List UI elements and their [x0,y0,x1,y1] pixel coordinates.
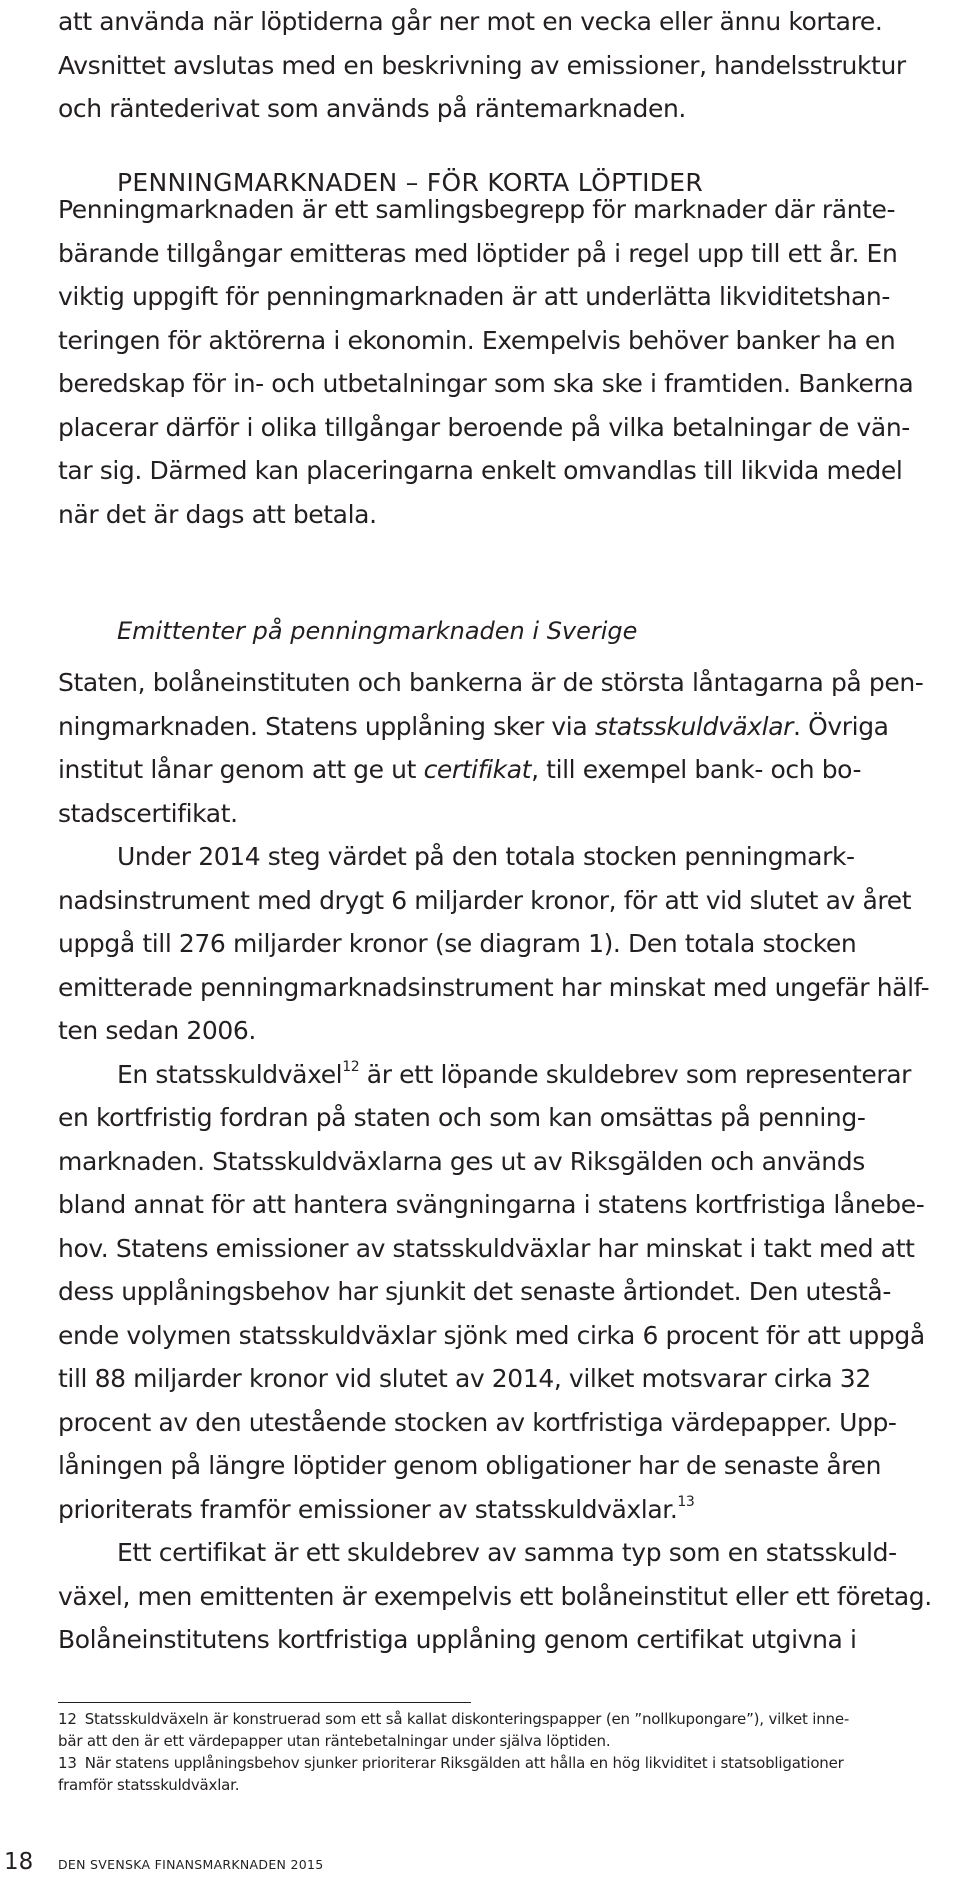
text-line: Bolåneinstitutens kortfristiga upplåning genom certifikat utgivna i [58,1625,857,1654]
text-line: ningmarknaden. Statens upplåning sker via [58,711,595,741]
footnote-ref: 13 [677,1493,695,1510]
text-line: uppgå till 276 miljarder kronor (se diagram 1). Den totala stocken [58,929,857,958]
text-line: stadscertifikat. [58,798,238,828]
text-line: tar sig. Därmed kan placeringarna enkelt omvandlas till likvida medel [58,456,903,485]
text-line: en kortfristig fordran på staten och som kan omsättas på penning- [58,1103,866,1132]
text-line: ende volymen statsskuldväxlar sjönk med cirka 6 procent för att uppgå [58,1320,925,1350]
text-line: placerar därför i olika tillgångar beroende på vilka betalningar de vän- [58,412,910,442]
text-line: beredskap för in- och utbetalningar som ska ske i framtiden. Bankerna [58,369,914,398]
text-line: bärande tillgångar emitteras med löptider på i regel upp till ett år. En [58,238,898,268]
text-line: teringen för aktörerna i ekonomin. Exempelvis behöver banker ha en [58,325,896,355]
intro-paragraph [58,0,953,131]
text-line: . Övriga [793,711,889,741]
text-line: viktig uppgift för penningmarknaden är att underlätta likviditetshan- [58,282,890,311]
text-line: när det är dags att betala. [58,499,377,529]
running-footer: DEN SVENSKA FINANSMARKNADEN 2015 [58,1857,324,1872]
text-line: bland annat för att hantera svängningarna i statens kortfristiga lånebe- [58,1190,925,1219]
section-heading: PENNINGMARKNADEN – FÖR KORTA LÖPTIDER [117,168,704,197]
text-line: Staten, bolåneinstituten och bankerna är de största låntagarna på pen- [58,668,924,697]
text-line: Under 2014 steg värdet på den totala stocken penningmark- [117,842,855,871]
emphasis: certifikat [423,755,532,784]
text-line: och räntederivat som används på räntemarknaden. [58,94,686,123]
subsection-body [58,661,953,1662]
text-line: marknaden. Statsskuldväxlarna ges ut av Riksgälden och används [58,1146,865,1176]
subsection-heading: Emittenter på penningmarknaden i Sverige [117,617,638,645]
section-paragraph [58,188,953,536]
footnote-divider [58,1702,471,1703]
footnote-number: 12 [58,1710,77,1728]
text-line: , till exempel bank- och bo- [531,755,862,784]
text-line: nadsinstrument med drygt 6 miljarder kronor, för att vid slutet av året [58,885,912,915]
text-line: växel, men emittenten är exempelvis ett bolåneinstitut eller ett företag. [58,1581,932,1611]
text-line: En statsskuldväxel [117,1059,343,1089]
text-line: institut lånar genom att ge ut [58,755,424,784]
text-line: dess upplåningsbehov har sjunkit det senaste årtiondet. Den utestå- [58,1277,891,1306]
footnote-text: bär att den är ett värdepapper utan räntebetalningar under själva löptiden. [58,1732,611,1750]
text-line: hov. Statens emissioner av statsskuldväxlar har minskat i takt med att [58,1233,915,1263]
footnote [58,1708,953,1752]
text-line: emitterade penningmarknadsinstrument har minskat med ungefär hälf- [58,972,930,1002]
footnote-number: 13 [58,1754,77,1772]
emphasis: statsskuldväxlar [594,711,794,741]
text-line: till 88 miljarder kronor vid slutet av 2014, vilket motsvarar cirka 32 [58,1364,871,1393]
paragraph [58,1053,953,1532]
footnote [58,1752,953,1796]
paragraph [58,1531,953,1662]
footnotes [58,1708,953,1796]
text-line: att använda när löptiderna går ner mot en vecka eller ännu kortare. [58,7,883,36]
text-line: procent av den utestående stocken av kortfristiga värdepapper. Upp- [58,1407,897,1437]
text-line: låningen på längre löptider genom obligationer har de senaste åren [58,1451,882,1480]
text-line: Ett certifikat är ett skuldebrev av samma typ som en statsskuld- [117,1538,897,1567]
footnote-text: När statens upplåningsbehov sjunker prioriterar Riksgälden att hålla en hög likviditet i statsobligationer [84,1754,844,1772]
text-line: prioriterats framför emissioner av statsskuldväxlar. [58,1494,678,1524]
text-line: ten sedan 2006. [58,1016,256,1045]
text-line: Penningmarknaden är ett samlingsbegrepp för marknader där ränte- [58,195,896,224]
text-line: Avsnittet avslutas med en beskrivning av emissioner, handelsstruktur [58,50,906,80]
footnote-ref: 12 [342,1058,360,1075]
text-line: är ett löpande skuldebrev som representerar [359,1059,912,1089]
paragraph [58,661,953,835]
footnote-text: framför statsskuldväxlar. [58,1776,240,1794]
page-number: 18 [4,1849,34,1875]
paragraph [58,835,953,1053]
footnote-text: Statsskuldväxeln är konstruerad som ett så kallat diskonteringspapper (en ”nollkupongare”), vilket inne- [84,1710,850,1728]
